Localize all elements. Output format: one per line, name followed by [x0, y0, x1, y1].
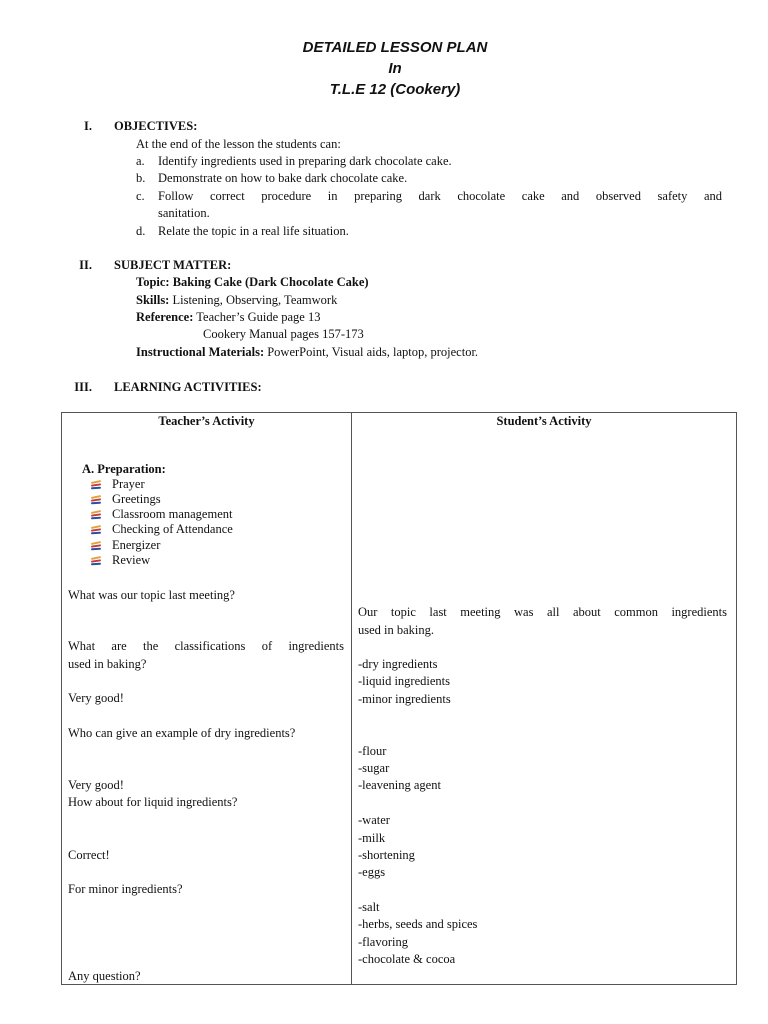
subject-matter-numeral: II. [79, 258, 92, 272]
student-line: -minor ingredients [358, 692, 451, 706]
arrow-bullet-icon [90, 556, 102, 566]
teacher-line: Correct! [68, 848, 110, 862]
document-subtitle-in: In [388, 60, 402, 77]
arrow-bullet-icon [90, 480, 102, 490]
objectives-numeral: I. [84, 119, 92, 133]
objective-item-a: Identify ingredients used in preparing dark chocolate cake. [158, 154, 452, 168]
teacher-line: For minor ingredients? [68, 882, 183, 896]
reference-line [136, 310, 320, 325]
materials-label: Instructional Materials: [136, 345, 265, 359]
learning-activities-numeral: III. [74, 380, 92, 394]
document-subject: T.L.E 12 (Cookery) [329, 81, 461, 98]
learning-activities-heading: LEARNING ACTIVITIES: [114, 380, 262, 394]
student-line: -flour [358, 744, 387, 758]
table-column-divider [351, 413, 352, 984]
topic-line [136, 275, 369, 290]
preparation-item: Classroom management [90, 507, 232, 522]
materials-value: PowerPoint, Visual aids, laptop, projector. [267, 345, 479, 359]
document-title: DETAILED LESSON PLAN [302, 39, 488, 56]
student-line: -chocolate & cocoa [358, 952, 456, 966]
objective-item-c-line1: Follow correct procedure in preparing dark chocolate cake and observed safety and [158, 189, 722, 203]
objective-letter-b: b. [136, 171, 146, 185]
preparation-item: Prayer [90, 477, 145, 492]
objectives-intro: At the end of the lesson the students can: [136, 137, 341, 151]
reference-value-2: Cookery Manual pages 157-173 [203, 327, 364, 341]
teacher-line: What was our topic last meeting? [68, 588, 235, 602]
preparation-heading: A. Preparation: [82, 462, 166, 476]
preparation-item: Review [90, 553, 150, 568]
preparation-item: Greetings [90, 492, 161, 507]
teacher-line: Very good! [68, 778, 124, 792]
teacher-line: What are the classifications of ingredients [68, 639, 344, 653]
activities-table [61, 412, 737, 985]
teacher-line: Any question? [68, 969, 141, 983]
arrow-bullet-icon [90, 495, 102, 505]
teacher-line: How about for liquid ingredients? [68, 795, 238, 809]
skills-line [136, 293, 337, 308]
student-line: -sugar [358, 761, 390, 775]
arrow-bullet-icon [90, 510, 102, 520]
materials-line [136, 345, 478, 360]
student-line: -leavening agent [358, 778, 441, 792]
student-line: -herbs, seeds and spices [358, 917, 478, 931]
student-line: -water [358, 813, 390, 827]
objectives-heading: OBJECTIVES: [114, 119, 198, 133]
objective-item-c-line2: sanitation. [158, 206, 210, 220]
arrow-bullet-icon [90, 525, 102, 535]
student-line: -liquid ingredients [358, 674, 450, 688]
objective-letter-a: a. [136, 154, 145, 168]
teacher-line: Who can give an example of dry ingredients? [68, 726, 296, 740]
teacher-activity-header: Teacher’s Activity [158, 414, 255, 428]
reference-label: Reference: [136, 310, 194, 324]
student-line: -flavoring [358, 935, 408, 949]
skills-value: Listening, Observing, Teamwork [172, 293, 338, 307]
subject-matter-heading: SUBJECT MATTER: [114, 258, 232, 272]
student-line: -dry ingredients [358, 657, 438, 671]
preparation-item: Energizer [90, 538, 160, 553]
student-line: -milk [358, 831, 386, 845]
arrow-bullet-icon [90, 541, 102, 551]
teacher-line: Very good! [68, 691, 124, 705]
student-line: Our topic last meeting was all about common ingredients [358, 605, 727, 619]
student-line: used in baking. [358, 623, 435, 637]
teacher-line: used in baking? [68, 657, 147, 671]
preparation-item: Checking of Attendance [90, 522, 233, 537]
student-line: -shortening [358, 848, 415, 862]
student-activity-header: Student’s Activity [496, 414, 592, 428]
objective-item-b: Demonstrate on how to bake dark chocolate cake. [158, 171, 408, 185]
objective-letter-d: d. [136, 224, 146, 238]
skills-label: Skills: [136, 293, 170, 307]
reference-value: Teacher’s Guide page 13 [196, 310, 321, 324]
topic-value: Baking Cake (Dark Chocolate Cake) [172, 275, 369, 289]
student-line: -salt [358, 900, 380, 914]
student-line: -eggs [358, 865, 386, 879]
objective-letter-c: c. [136, 189, 145, 203]
objective-item-d: Relate the topic in a real life situation. [158, 224, 349, 238]
topic-label: Topic: [136, 275, 170, 289]
